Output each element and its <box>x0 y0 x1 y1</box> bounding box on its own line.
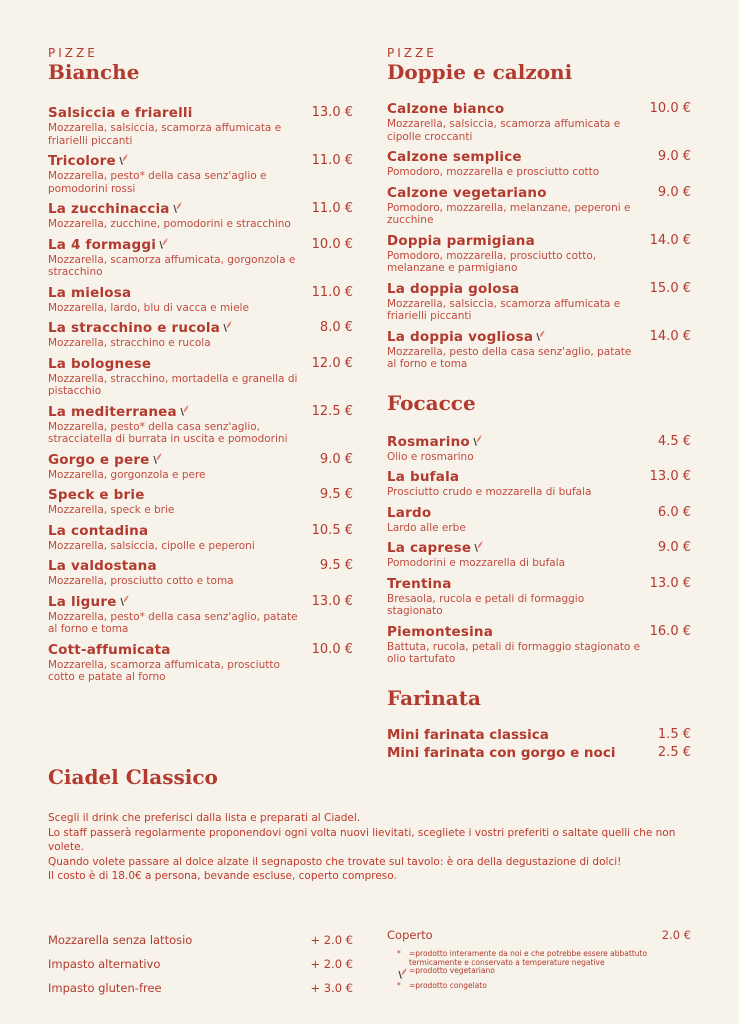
menu-item <box>48 591 353 636</box>
item-price: 1.5 € <box>657 726 691 742</box>
item-name-wrap <box>48 150 128 170</box>
menu-item-row <box>387 182 691 202</box>
menu-item <box>48 198 353 231</box>
item-price: 13.0 € <box>649 575 691 591</box>
farinata-item <box>387 744 691 762</box>
vegetarian-icon <box>387 967 409 982</box>
section-kicker: PIZZE <box>48 46 98 60</box>
item-name-wrap <box>48 591 129 611</box>
item-name: La 4 formaggi <box>48 236 157 253</box>
item-name: La bufala <box>387 469 460 485</box>
item-description: Pomodoro, mozzarella e prosciutto cotto <box>387 166 600 178</box>
bianche-column <box>48 46 353 687</box>
item-price: 9.5 € <box>319 558 353 573</box>
item-price: 14.0 € <box>649 232 691 248</box>
item-name: La ligure <box>48 593 117 610</box>
menu-item-row <box>387 466 691 486</box>
item-description: Pomodoro, mozzarella, melanzane, peperoni e zucchine <box>387 201 631 226</box>
item-description: Mozzarella, prosciutto cotto e toma <box>48 575 234 587</box>
item-price: 12.5 € <box>311 403 353 419</box>
doppie-list <box>387 98 691 371</box>
farinata-item <box>387 726 691 744</box>
section-title-focacce: Focacce <box>387 390 476 415</box>
menu-item-row <box>387 621 691 641</box>
menu-item <box>387 278 691 323</box>
item-name: Mini farinata con gorgo e noci <box>387 744 616 761</box>
item-description: Mozzarella, zucchine, pomodorini e stracchino <box>48 218 291 230</box>
classico-line: Lo staff passerà regolarmente proponendovi ogni volta nuovi lievitati, scegliete i vostri preferiti o saltate quelli che non volete. <box>48 826 676 853</box>
item-description: Mozzarella, stracchino, mortadella e granella di pistacchio <box>48 372 298 397</box>
menu-item-row <box>48 520 353 540</box>
menu-item-row <box>387 326 691 346</box>
item-price: 12.0 € <box>311 355 353 371</box>
item-name: Gorgo e pere <box>48 451 150 468</box>
item-price: 14.0 € <box>649 328 691 344</box>
menu-item-row <box>387 278 691 298</box>
item-description: Bresaola, rucola e petali di formaggio stagionato <box>387 592 585 617</box>
item-description: Battuta, rucola, petali di formaggio stagionato e olio tartufato <box>387 640 641 665</box>
section-kicker: PIZZE <box>387 46 437 60</box>
vegetarian-icon <box>172 198 182 210</box>
extra-price: + 2.0 € <box>310 957 353 971</box>
legend-symbol: * <box>397 980 401 990</box>
legend-row <box>387 950 691 967</box>
item-name: La stracchino e rucola <box>48 320 221 336</box>
item-description: Pomodorini e mozzarella di bufala <box>387 557 566 569</box>
vegetarian-icon <box>152 449 162 461</box>
item-name-wrap <box>387 466 459 486</box>
extras-list <box>48 928 353 1000</box>
extra-row <box>48 976 353 1000</box>
item-description: Mozzarella, pesto* della casa senz'aglio, stracciatella di burrata in uscita e pomodorini <box>48 420 288 445</box>
menu-item-row <box>48 282 353 302</box>
item-description: Mozzarella, gorgonzola e pere <box>48 468 206 481</box>
menu-item <box>387 537 691 570</box>
extra-price: + 3.0 € <box>310 981 353 995</box>
menu-item <box>387 146 691 179</box>
menu-item-row <box>48 102 353 122</box>
item-name-wrap <box>387 182 547 202</box>
menu-item <box>387 326 691 371</box>
menu-item-row <box>48 234 353 254</box>
item-price: 9.0 € <box>319 451 353 467</box>
item-price: 10.5 € <box>311 522 353 538</box>
menu-item <box>48 484 353 517</box>
vegetarian-icon <box>118 150 128 162</box>
legend-text: =prodotto interamente da noi e che potrebbe essere abbattuto termicamente e conservato a temperature negative <box>409 949 648 967</box>
item-name-wrap <box>387 230 535 250</box>
menu-item-row <box>387 537 691 557</box>
menu-item-row <box>387 230 691 250</box>
item-name-wrap <box>387 146 522 166</box>
item-name: La contadina <box>48 522 149 539</box>
menu-item <box>48 401 353 446</box>
item-name: Salsiccia e friarelli <box>48 105 193 121</box>
item-description: Mozzarella, pesto* della casa senz'aglio e pomodorini rossi <box>48 170 267 195</box>
item-price: 16.0 € <box>649 623 691 639</box>
menu-item <box>48 282 353 315</box>
item-name: Tricolore <box>48 153 116 169</box>
vegetarian-icon <box>473 537 483 549</box>
item-description: Mozzarella, salsiccia, scamorza affumicata e cipolle croccanti <box>387 118 621 143</box>
item-description: Prosciutto crudo e mozzarella di bufala <box>387 486 592 498</box>
item-description: Mozzarella, scamorza affumicata, prosciutto cotto e patate al forno <box>48 658 280 683</box>
item-name: Speck e brie <box>48 487 145 503</box>
ciadel-classico <box>48 765 708 884</box>
menu-item <box>387 431 691 464</box>
menu-item-row <box>48 317 353 337</box>
bianche-list <box>48 102 353 684</box>
item-description: Mozzarella, stracchino e rucola <box>48 337 211 349</box>
item-name-wrap <box>387 621 493 641</box>
item-name-wrap <box>48 484 145 504</box>
item-price: 15.0 € <box>649 280 691 296</box>
menu-item <box>387 182 691 227</box>
menu-item-row <box>48 401 353 421</box>
item-name-wrap <box>48 520 148 540</box>
vegetarian-icon <box>535 326 545 338</box>
item-name-wrap <box>48 282 131 302</box>
coperto-block <box>387 928 691 990</box>
menu-item-row <box>387 146 691 166</box>
menu-item-row <box>48 591 353 611</box>
item-name: Doppia parmigiana <box>387 232 535 249</box>
item-price: 10.0 € <box>311 641 353 657</box>
item-name-wrap <box>48 449 162 469</box>
classico-line: Il costo è di 18.0€ a persona, bevande escluse, coperto compreso. <box>48 870 397 882</box>
item-price: 11.0 € <box>311 284 353 300</box>
menu-item <box>48 234 353 279</box>
menu-item <box>48 555 353 588</box>
item-description: Mozzarella, pesto* della casa senz'aglio, patate al forno e toma <box>48 610 298 635</box>
item-name: La doppia vogliosa <box>387 328 534 345</box>
item-name: Rosmarino <box>387 433 470 450</box>
item-name: Lardo <box>387 504 432 521</box>
classico-line: Quando volete passare al dolce alzate il segnaposto che trovate sul tavolo: è ora della degustazione di dolci! <box>48 855 622 868</box>
focacce-list <box>387 431 691 666</box>
menu-item <box>48 150 353 195</box>
coperto-row <box>387 928 691 942</box>
extra-label: Impasto gluten-free <box>48 981 162 995</box>
item-price: 8.0 € <box>319 320 353 335</box>
classico-line: Scegli il drink che preferisci dalla lista e preparati al Ciadel. <box>48 812 361 824</box>
item-name: La zucchinaccia <box>48 201 170 217</box>
item-description: Pomodoro, mozzarella, prosciutto cotto, melanzane e parmigiano <box>387 249 597 274</box>
doppie-column <box>387 46 691 762</box>
item-name-wrap <box>387 278 519 298</box>
item-name-wrap <box>387 98 504 118</box>
coperto-price: 2.0 € <box>661 928 691 942</box>
item-name-wrap <box>48 555 157 575</box>
item-name-wrap <box>48 234 168 254</box>
vegetarian-icon <box>472 431 482 443</box>
vegetarian-icon <box>179 401 189 413</box>
section-title-doppie: Doppie e calzoni <box>387 60 573 84</box>
item-description: Lardo alle erbe <box>387 521 466 534</box>
legend <box>387 950 691 990</box>
item-price: 11.0 € <box>311 153 353 168</box>
item-name: La caprese <box>387 540 472 556</box>
legend-row <box>387 967 691 982</box>
legend-symbol: * <box>397 949 401 958</box>
menu-item-row <box>387 431 691 451</box>
classico-title: Ciadel Classico <box>48 765 218 789</box>
extra-row <box>48 928 353 952</box>
item-name-wrap <box>48 102 193 122</box>
item-name-wrap <box>387 537 483 557</box>
item-name-wrap <box>48 401 189 421</box>
extra-label: Impasto alternativo <box>48 957 161 971</box>
item-price: 6.0 € <box>657 504 691 520</box>
menu-item <box>48 639 353 684</box>
item-name-wrap <box>48 317 232 337</box>
vegetarian-icon <box>119 591 129 603</box>
item-name: La doppia golosa <box>387 280 520 297</box>
item-description: Mozzarella, salsiccia, scamorza affumicata e friarielli piccanti <box>387 297 621 322</box>
item-name: Cott-affumicata <box>48 641 171 658</box>
item-price: 9.0 € <box>657 184 691 200</box>
item-price: 9.0 € <box>657 540 691 555</box>
legend-row <box>387 982 691 991</box>
menu-item-row <box>387 573 691 593</box>
item-name-wrap <box>387 326 545 346</box>
item-name: Calzone bianco <box>387 101 505 117</box>
menu-item-row <box>48 353 353 373</box>
item-name: Calzone vegetariano <box>387 184 547 201</box>
menu-item <box>387 466 691 499</box>
item-name: Calzone semplice <box>387 149 522 165</box>
menu-item-row <box>48 449 353 469</box>
coperto-label: Coperto <box>387 928 433 942</box>
extra-row <box>48 952 353 976</box>
vegetarian-icon <box>222 317 232 329</box>
menu-item-row <box>48 150 353 170</box>
item-price: 9.0 € <box>657 149 691 164</box>
item-name: La valdostana <box>48 558 157 574</box>
item-price: 10.0 € <box>311 236 353 252</box>
menu-item <box>48 353 353 398</box>
item-name-wrap <box>387 573 452 593</box>
item-price: 13.0 € <box>649 469 691 484</box>
item-description: Mozzarella, lardo, blu di vacca e miele <box>48 301 249 314</box>
section-title-farinata: Farinata <box>387 685 481 710</box>
item-price: 11.0 € <box>311 201 353 216</box>
menu-item-row <box>387 502 691 522</box>
item-description: Mozzarella, scamorza affumicata, gorgonzola e stracchino <box>48 253 296 278</box>
menu-item <box>387 621 691 666</box>
vegetarian-icon <box>158 234 168 246</box>
menu-item <box>387 573 691 618</box>
extra-price: + 2.0 € <box>310 933 353 947</box>
menu-item-row <box>48 639 353 659</box>
item-price: 13.0 € <box>311 593 353 609</box>
item-description: Mozzarella, salsiccia, cipolle e peperoni <box>48 539 255 552</box>
item-description: Olio e rosmarino <box>387 450 474 463</box>
item-name: Trentina <box>387 575 452 592</box>
section-title-bianche: Bianche <box>48 60 140 84</box>
item-name: La bolognese <box>48 355 152 372</box>
menu-item <box>387 502 691 535</box>
menu-item <box>48 449 353 482</box>
item-description: Mozzarella, pesto della casa senz'aglio, patate al forno e toma <box>387 345 632 370</box>
menu-item <box>48 317 353 350</box>
menu-item-row <box>48 484 353 504</box>
legend-text: =prodotto congelato <box>409 980 487 990</box>
item-price: 13.0 € <box>311 105 353 120</box>
item-name-wrap <box>387 431 482 451</box>
item-name: Piemontesina <box>387 623 494 640</box>
item-price: 9.5 € <box>319 487 353 502</box>
item-price: 4.5 € <box>657 433 691 449</box>
item-name-wrap <box>387 502 431 522</box>
item-name: La mediterranea <box>48 403 177 420</box>
item-price: 10.0 € <box>649 101 691 116</box>
item-name-wrap <box>48 198 182 218</box>
extra-label: Mozzarella senza lattosio <box>48 933 193 947</box>
item-name: La mielosa <box>48 284 132 301</box>
legend-text: =prodotto vegetariano <box>409 966 495 975</box>
item-name-wrap <box>48 639 171 659</box>
item-name: Mini farinata classica <box>387 726 549 743</box>
menu-item <box>48 102 353 147</box>
menu-item-row <box>387 98 691 118</box>
menu-item <box>48 520 353 553</box>
menu-item-row <box>48 198 353 218</box>
item-description: Mozzarella, speck e brie <box>48 504 175 516</box>
menu-item <box>387 230 691 275</box>
menu-item-row <box>48 555 353 575</box>
item-name-wrap <box>48 353 151 373</box>
item-description: Mozzarella, salsiccia, scamorza affumicata e friarielli piccanti <box>48 122 282 147</box>
menu-item <box>387 98 691 143</box>
item-price: 2.5 € <box>657 744 691 760</box>
